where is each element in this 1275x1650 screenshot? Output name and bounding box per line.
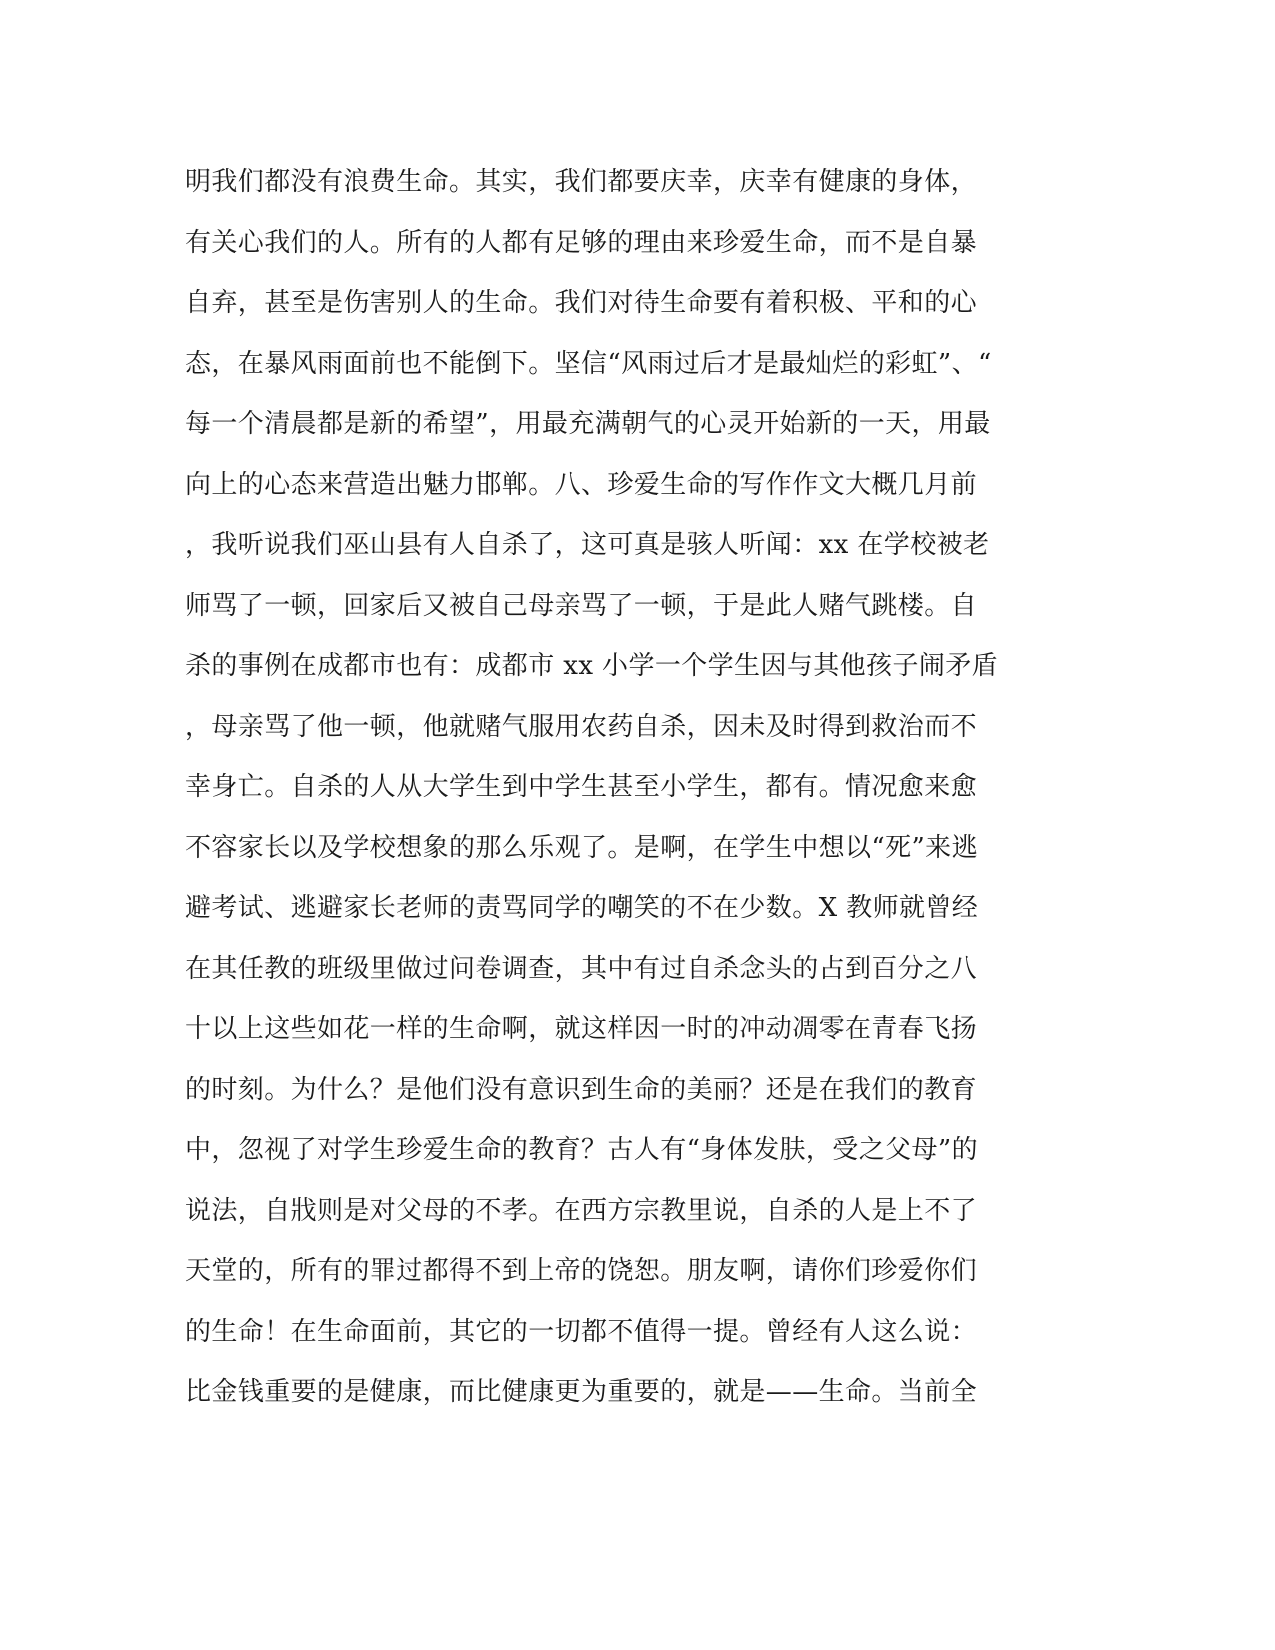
text-line: 不容家长以及学校想象的那么乐观了。是啊，在学生中想以“死”来逃: [185, 832, 978, 863]
text-line: 避考试、逃避家长老师的责骂同学的嘲笑的不在少数。X 教师就曾经: [185, 893, 979, 923]
text-line: 说法，自戕则是对父母的不孝。在西方宗教里说，自杀的人是上不了: [185, 1195, 978, 1226]
body-text: [185, 152, 1065, 1423]
text-line: 十以上这些如花一样的生命啊，就这样因一时的冲动凋零在青春飞扬: [185, 1014, 978, 1044]
text-line: 中，忽视了对学生珍爱生命的教育？古人有“身体发肤，受之父母”的: [185, 1135, 978, 1165]
text-line: 每一个清晨都是新的希望”，用最充满朝气的心灵开始新的一天，用最: [185, 409, 991, 439]
text-line: 师骂了一顿，回家后又被自己母亲骂了一顿，于是此人赌气跳楼。自: [185, 590, 978, 621]
text-line: ，我听说我们巫山县有人自杀了，这可真是骇人听闻：xx 在学校被老: [185, 530, 990, 560]
text-line: 杀的事例在成都市也有：成都市 xx 小学一个学生因与其他孩子闹矛盾: [185, 651, 999, 681]
text-line: 比金钱重要的是健康，而比健康更为重要的，就是——生命。当前全: [185, 1377, 978, 1407]
text-line: 在其任教的班级里做过问卷调查，其中有过自杀念头的占到百分之八: [185, 953, 978, 984]
text-line: 的生命！在生命面前，其它的一切都不值得一提。曾经有人这么说：: [185, 1316, 978, 1347]
text-line: 幸身亡。自杀的人从大学生到中学生甚至小学生，都有。情况愈来愈: [185, 772, 978, 802]
text-line: 自弃，甚至是伤害别人的生命。我们对待生命要有着积极、平和的心: [185, 288, 978, 318]
text-line: 明我们都没有浪费生命。其实，我们都要庆幸，庆幸有健康的身体，: [185, 167, 978, 197]
text-line: 的时刻。为什么？是他们没有意识到生命的美丽？还是在我们的教育: [185, 1074, 978, 1105]
text-line: 态，在暴风雨面前也不能倒下。坚信“风雨过后才是最灿烂的彩虹”、“: [185, 348, 992, 379]
text-line: 向上的心态来营造出魅力邯郸。八、珍爱生命的写作作文大概几月前: [185, 469, 978, 500]
text-line: ，母亲骂了他一顿，他就赌气服用农药自杀，因未及时得到救治而不: [185, 711, 978, 742]
text-line: 有关心我们的人。所有的人都有足够的理由来珍爱生命，而不是自暴: [185, 227, 978, 258]
text-line: 天堂的，所有的罪过都得不到上帝的饶恕。朋友啊，请你们珍爱你们: [185, 1256, 978, 1286]
